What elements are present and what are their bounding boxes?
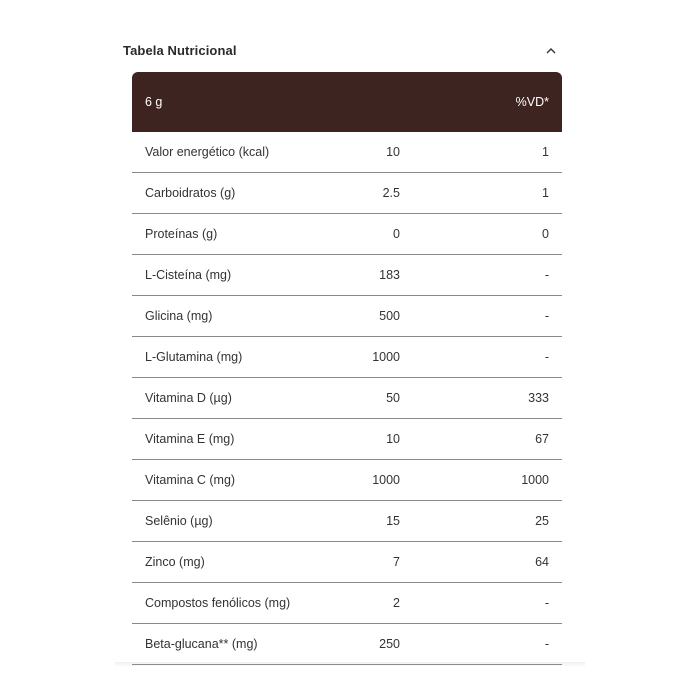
nutrient-amount: 10 <box>386 432 400 446</box>
nutrient-amount: 7 <box>393 555 400 569</box>
nutrient-vd: - <box>544 309 549 323</box>
table-row <box>132 542 562 583</box>
nutrient-amount: 250 <box>379 637 400 651</box>
nutrient-vd: 64 <box>535 555 549 569</box>
table-row <box>132 132 562 173</box>
header-vd: %VD* <box>515 95 549 109</box>
table-row <box>132 255 562 296</box>
nutrient-amount: 500 <box>379 309 400 323</box>
nutrient-amount: 50 <box>386 391 400 405</box>
nutrient-vd: 333 <box>528 391 549 405</box>
nutrient-name: Carboidratos (g) <box>145 186 236 200</box>
section-title: Tabela Nutricional <box>123 42 237 58</box>
nutrient-vd: 1 <box>542 145 549 159</box>
nutrient-vd: - <box>544 596 549 610</box>
table-row <box>132 501 562 542</box>
nutrient-name: Zinco (mg) <box>145 555 205 569</box>
nutrient-amount: 15 <box>386 514 400 528</box>
nutrient-vd: 1 <box>542 186 549 200</box>
nutrient-vd: - <box>544 637 549 651</box>
table-row <box>132 378 562 419</box>
nutrient-vd: - <box>544 268 549 282</box>
header-portion: 6 g <box>145 95 163 109</box>
table-row <box>132 173 562 214</box>
nutrient-name: Vitamina D (µg) <box>145 391 232 405</box>
nutrient-name: Vitamina E (mg) <box>145 432 235 446</box>
nutrient-name: Proteínas (g) <box>145 227 218 241</box>
nutrient-vd: 25 <box>535 514 549 528</box>
table-row <box>132 419 562 460</box>
nutrient-name: Compostos fenólicos (mg) <box>145 596 291 610</box>
table-row <box>132 296 562 337</box>
nutrient-vd: - <box>544 350 549 364</box>
nutrition-table <box>132 72 562 665</box>
table-row <box>132 624 562 665</box>
nutrient-amount: 2.5 <box>382 186 400 200</box>
table-row <box>132 583 562 624</box>
nutrition-section-toggle[interactable] <box>123 38 563 62</box>
nutrient-name: Glicina (mg) <box>145 309 213 323</box>
nutrient-vd: 1000 <box>521 473 549 487</box>
nutrient-vd: 67 <box>535 432 549 446</box>
nutrient-amount: 1000 <box>372 473 400 487</box>
table-row <box>132 337 562 378</box>
nutrient-name: Vitamina C (mg) <box>145 473 236 487</box>
nutrient-name: L-Glutamina (mg) <box>145 350 243 364</box>
nutrient-vd: 0 <box>542 227 549 241</box>
table-body <box>132 132 562 665</box>
chevron-up-icon[interactable] <box>543 42 559 58</box>
chevron-up-icon-glyph <box>546 47 556 54</box>
nutrient-amount: 0 <box>393 227 400 241</box>
table-row <box>132 214 562 255</box>
nutrient-name: Selênio (µg) <box>145 514 213 528</box>
nutrient-amount: 183 <box>379 268 400 282</box>
table-header <box>132 72 562 132</box>
nutrient-name: Valor energético (kcal) <box>145 145 270 159</box>
nutrient-amount: 2 <box>393 596 400 610</box>
nutrient-amount: 1000 <box>372 350 400 364</box>
nutrient-name: L-Cisteína (mg) <box>145 268 232 282</box>
nutrient-name: Beta-glucana** (mg) <box>145 637 258 651</box>
table-row <box>132 460 562 501</box>
nutrient-amount: 10 <box>386 145 400 159</box>
